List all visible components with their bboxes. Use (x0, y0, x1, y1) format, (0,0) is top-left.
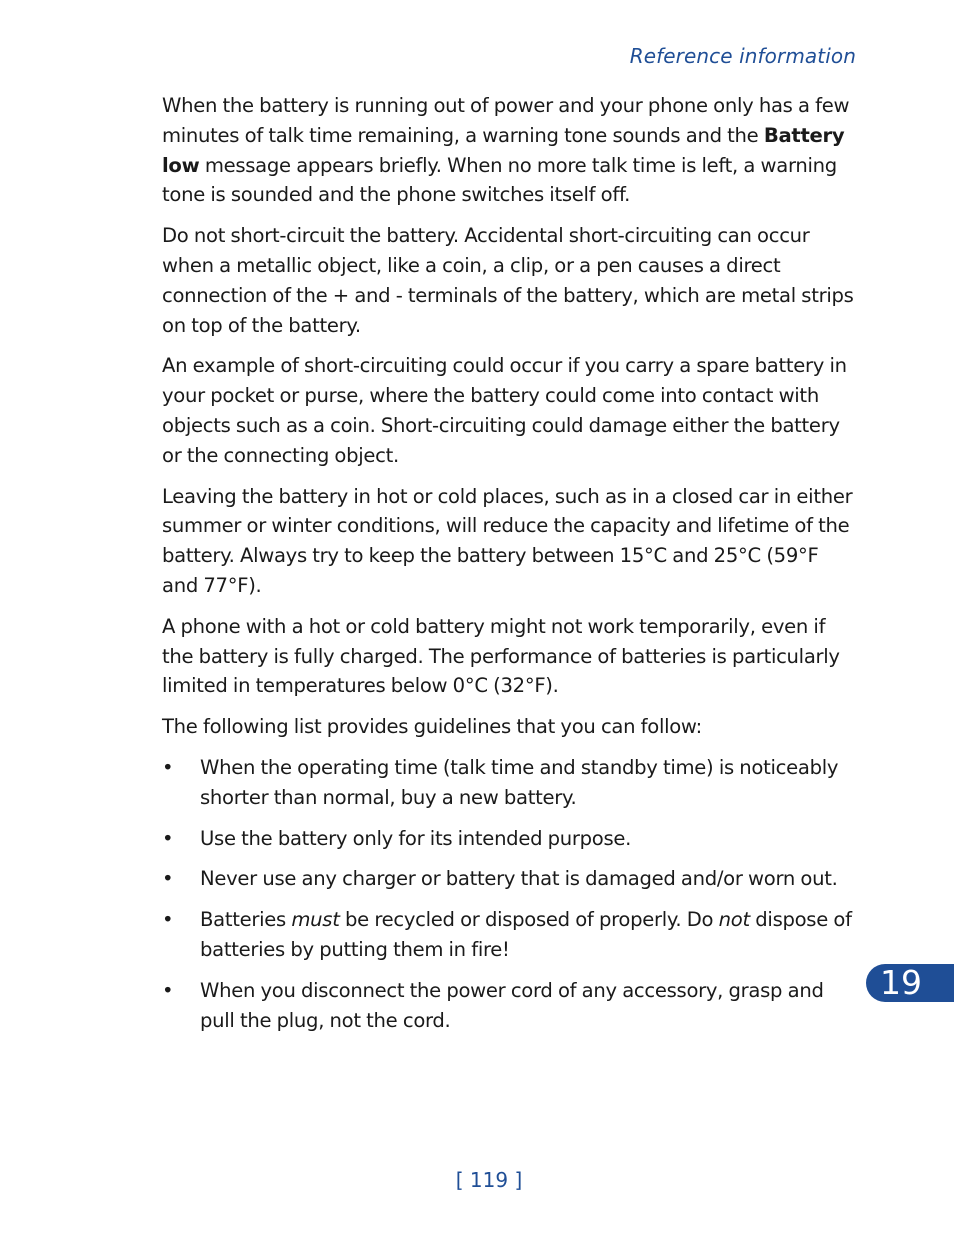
paragraph-text: message appears briefly. When no more talk time is left, a warning tone is sounded and the phone switches itself off. (162, 153, 837, 207)
paragraph-short-circuit-example: An example of short-circuiting could occur if you carry a spare battery in your pocket or purse, where the battery could come into contact with objects such as a coin. Short-circuiting could damage either the battery or the connecting object. (162, 354, 847, 467)
emphasis-not: not (718, 908, 750, 932)
battery-low-message: Battery low (162, 123, 845, 177)
paragraph-guidelines-intro: The following list provides guidelines that you can follow: (162, 715, 702, 739)
page-number: [ 119 ] (455, 1168, 523, 1192)
list-item-text: Never use any charger or battery that is damaged and/or worn out. (200, 867, 838, 891)
list-item-text-part: dispose of batteries by putting them in fire! (200, 908, 852, 961)
bullet-icon: • (162, 908, 174, 932)
bullet-icon: • (162, 867, 174, 891)
page-body (162, 91, 856, 1046)
paragraph-battery-low (162, 91, 856, 210)
list-item-text-part: be recycled or disposed of properly. Do (339, 908, 719, 932)
guidelines-list (162, 753, 856, 1035)
bullet-icon: • (162, 978, 174, 1002)
list-item (162, 905, 856, 965)
bullet-icon: • (162, 755, 174, 779)
running-header: Reference information (629, 44, 856, 68)
bullet-icon: • (162, 826, 174, 850)
paragraph-temperature: Leaving the battery in hot or cold places, such as in a closed car in either summer or winter conditions, will reduce the capacity and lifetime of the battery. Always try to keep the battery between 15°C and 25°C (59°F and 77°F). (162, 484, 853, 597)
list-item-text: Use the battery only for its intended purpose. (200, 826, 632, 850)
paragraph-short-circuit: Do not short-circuit the battery. Accidental short-circuiting can occur when a metallic object, like a coin, a clip, or a pen causes a direct connection of the + and - terminals of the battery, which are metal strips on top of the battery. (162, 224, 854, 337)
list-item-text: When you disconnect the power cord of any accessory, grasp and pull the plug, not the cord. (200, 978, 824, 1032)
paragraph-hot-cold-battery: A phone with a hot or cold battery might not work temporarily, even if the battery is fully charged. The performance of batteries is particularly limited in temperatures below 0°C (32°F). (162, 614, 840, 698)
list-item (162, 864, 856, 894)
chapter-tab: 19 (866, 964, 954, 1002)
list-item (162, 753, 856, 813)
emphasis-must: must (291, 908, 340, 932)
list-item-text-part: Batteries (200, 908, 292, 932)
list-item-text: When the operating time (talk time and standby time) is noticeably shorter than normal, buy a new battery. (200, 755, 839, 809)
list-item-text (200, 908, 852, 961)
paragraph-text: When the battery is running out of power and your phone only has a few minutes of talk time remaining, a warning tone sounds and the (162, 94, 850, 147)
list-item (162, 976, 856, 1036)
list-item (162, 824, 856, 854)
